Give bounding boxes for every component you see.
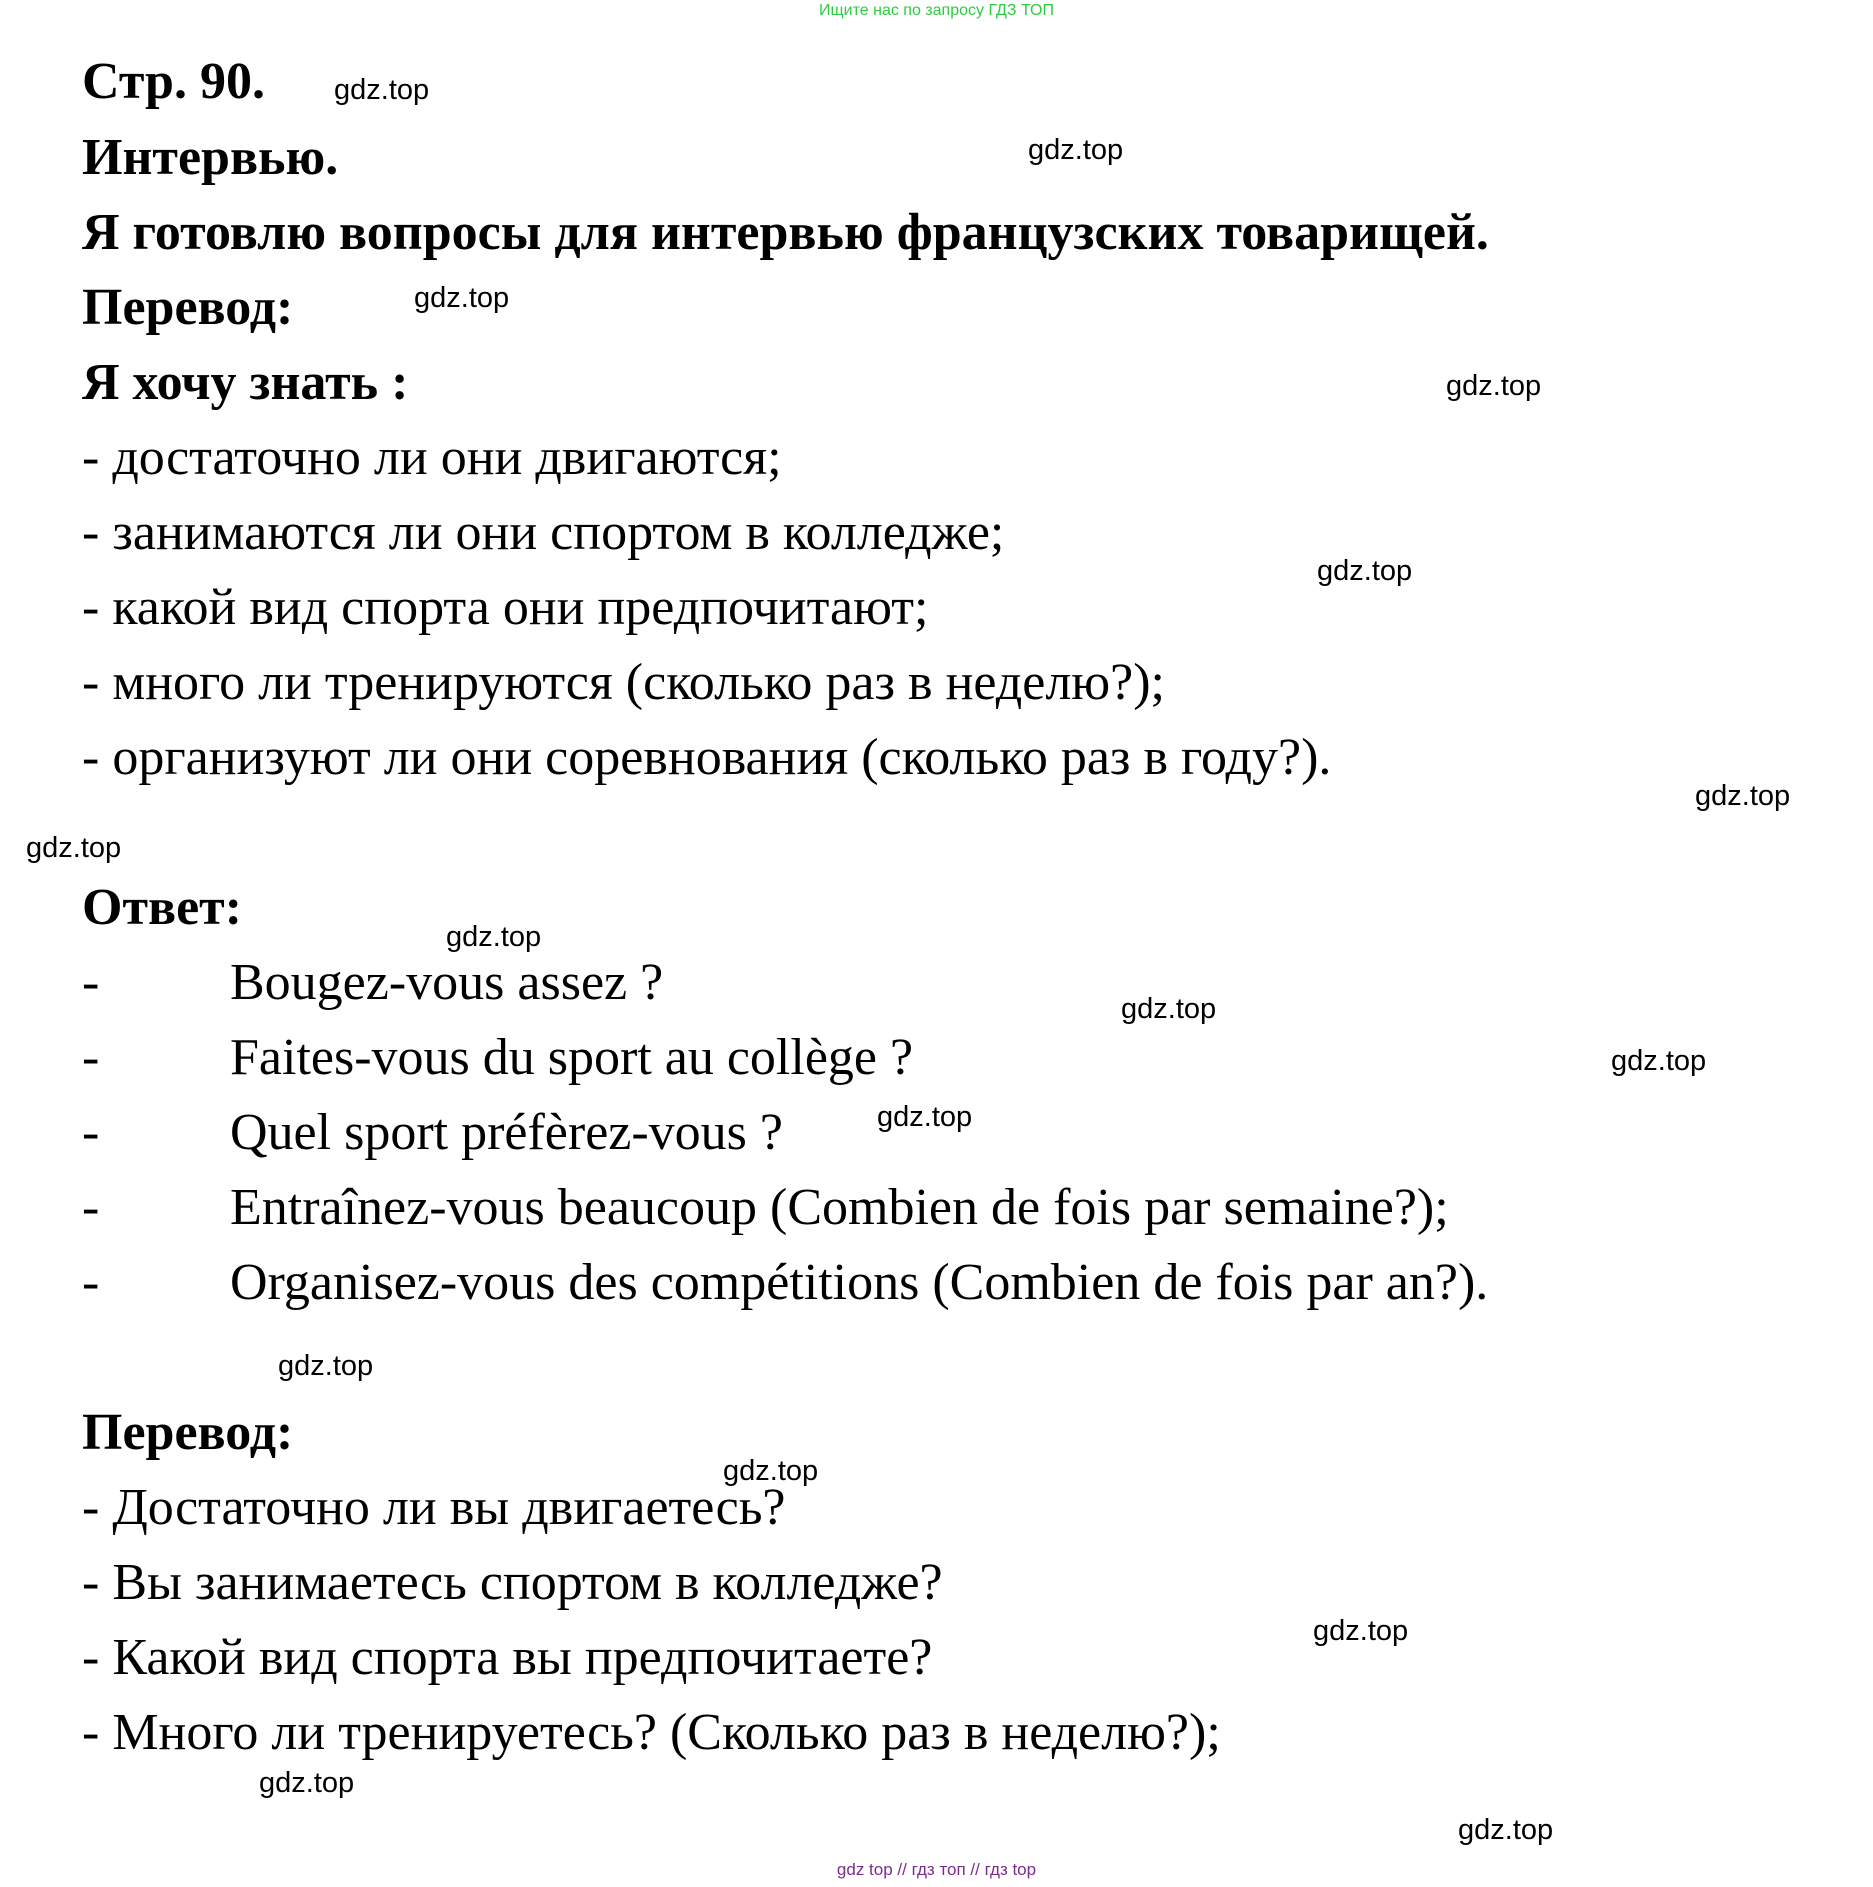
- watermark: gdz.top: [1446, 370, 1542, 402]
- list-item: - Много ли тренируетесь? (Сколько раз в неделю?);: [82, 1704, 1221, 1761]
- answer-dash: -: [82, 1104, 100, 1161]
- bottom-banner: gdz top // гдз топ // гдз top: [836, 1860, 1037, 1879]
- answer-dash: -: [82, 1029, 100, 1086]
- page-number: Стр. 90.: [82, 53, 265, 110]
- watermark: gdz.top: [1313, 1615, 1409, 1647]
- list-item: - Какой вид спорта вы предпочитаете?: [82, 1629, 933, 1686]
- watermark: gdz.top: [1028, 134, 1124, 166]
- list-item: - организуют ли они соревнования (сколько раз в году?).: [82, 729, 1332, 786]
- answer-dash: -: [82, 1179, 100, 1236]
- list-item: - Вы занимаетесь спортом в колледже?: [82, 1554, 943, 1611]
- list-item: - какой вид спорта они предпочитают;: [82, 579, 929, 636]
- task-statement: Я готовлю вопросы для интервью французских товарищей.: [82, 204, 1489, 261]
- translation-intro: Я хочу знать :: [82, 354, 409, 411]
- watermark: gdz.top: [877, 1101, 973, 1133]
- translation-label: Перевод:: [82, 279, 294, 336]
- watermark: gdz.top: [1121, 993, 1217, 1025]
- watermark: gdz.top: [723, 1455, 819, 1487]
- watermark: gdz.top: [446, 921, 542, 953]
- watermark: gdz.top: [259, 1767, 355, 1799]
- watermark: gdz.top: [334, 74, 430, 106]
- watermark: gdz.top: [1695, 780, 1791, 812]
- top-banner: Ищите нас по запросу ГДЗ ТОП: [819, 2, 1054, 19]
- answer-item: Entraînez-vous beaucoup (Combien de fois par semaine?);: [230, 1179, 1449, 1236]
- list-item: - Достаточно ли вы двигаетесь?: [82, 1479, 786, 1536]
- list-item: - занимаются ли они спортом в колледже;: [82, 504, 1005, 561]
- answer-item: Organisez-vous des compétitions (Combien de fois par an?).: [230, 1254, 1489, 1311]
- list-item: - достаточно ли они двигаются;: [82, 429, 782, 486]
- watermark: gdz.top: [1458, 1814, 1554, 1846]
- answer-item: Bougez-vous assez ?: [230, 954, 664, 1011]
- answer-label: Ответ:: [82, 879, 243, 936]
- translation-label-2: Перевод:: [82, 1404, 294, 1461]
- watermark: gdz.top: [1317, 555, 1413, 587]
- watermark: gdz.top: [278, 1350, 374, 1382]
- answer-dash: -: [82, 954, 100, 1011]
- page-title: Интервью.: [82, 129, 339, 186]
- watermark: gdz.top: [1611, 1045, 1707, 1077]
- answer-dash: -: [82, 1254, 100, 1311]
- answer-item: Faites-vous du sport au collège ?: [230, 1029, 914, 1086]
- list-item: - много ли тренируются (сколько раз в неделю?);: [82, 654, 1165, 711]
- watermark: gdz.top: [26, 832, 122, 864]
- answer-item: Quel sport préfèrez-vous ?: [230, 1104, 783, 1161]
- watermark: gdz.top: [414, 282, 510, 314]
